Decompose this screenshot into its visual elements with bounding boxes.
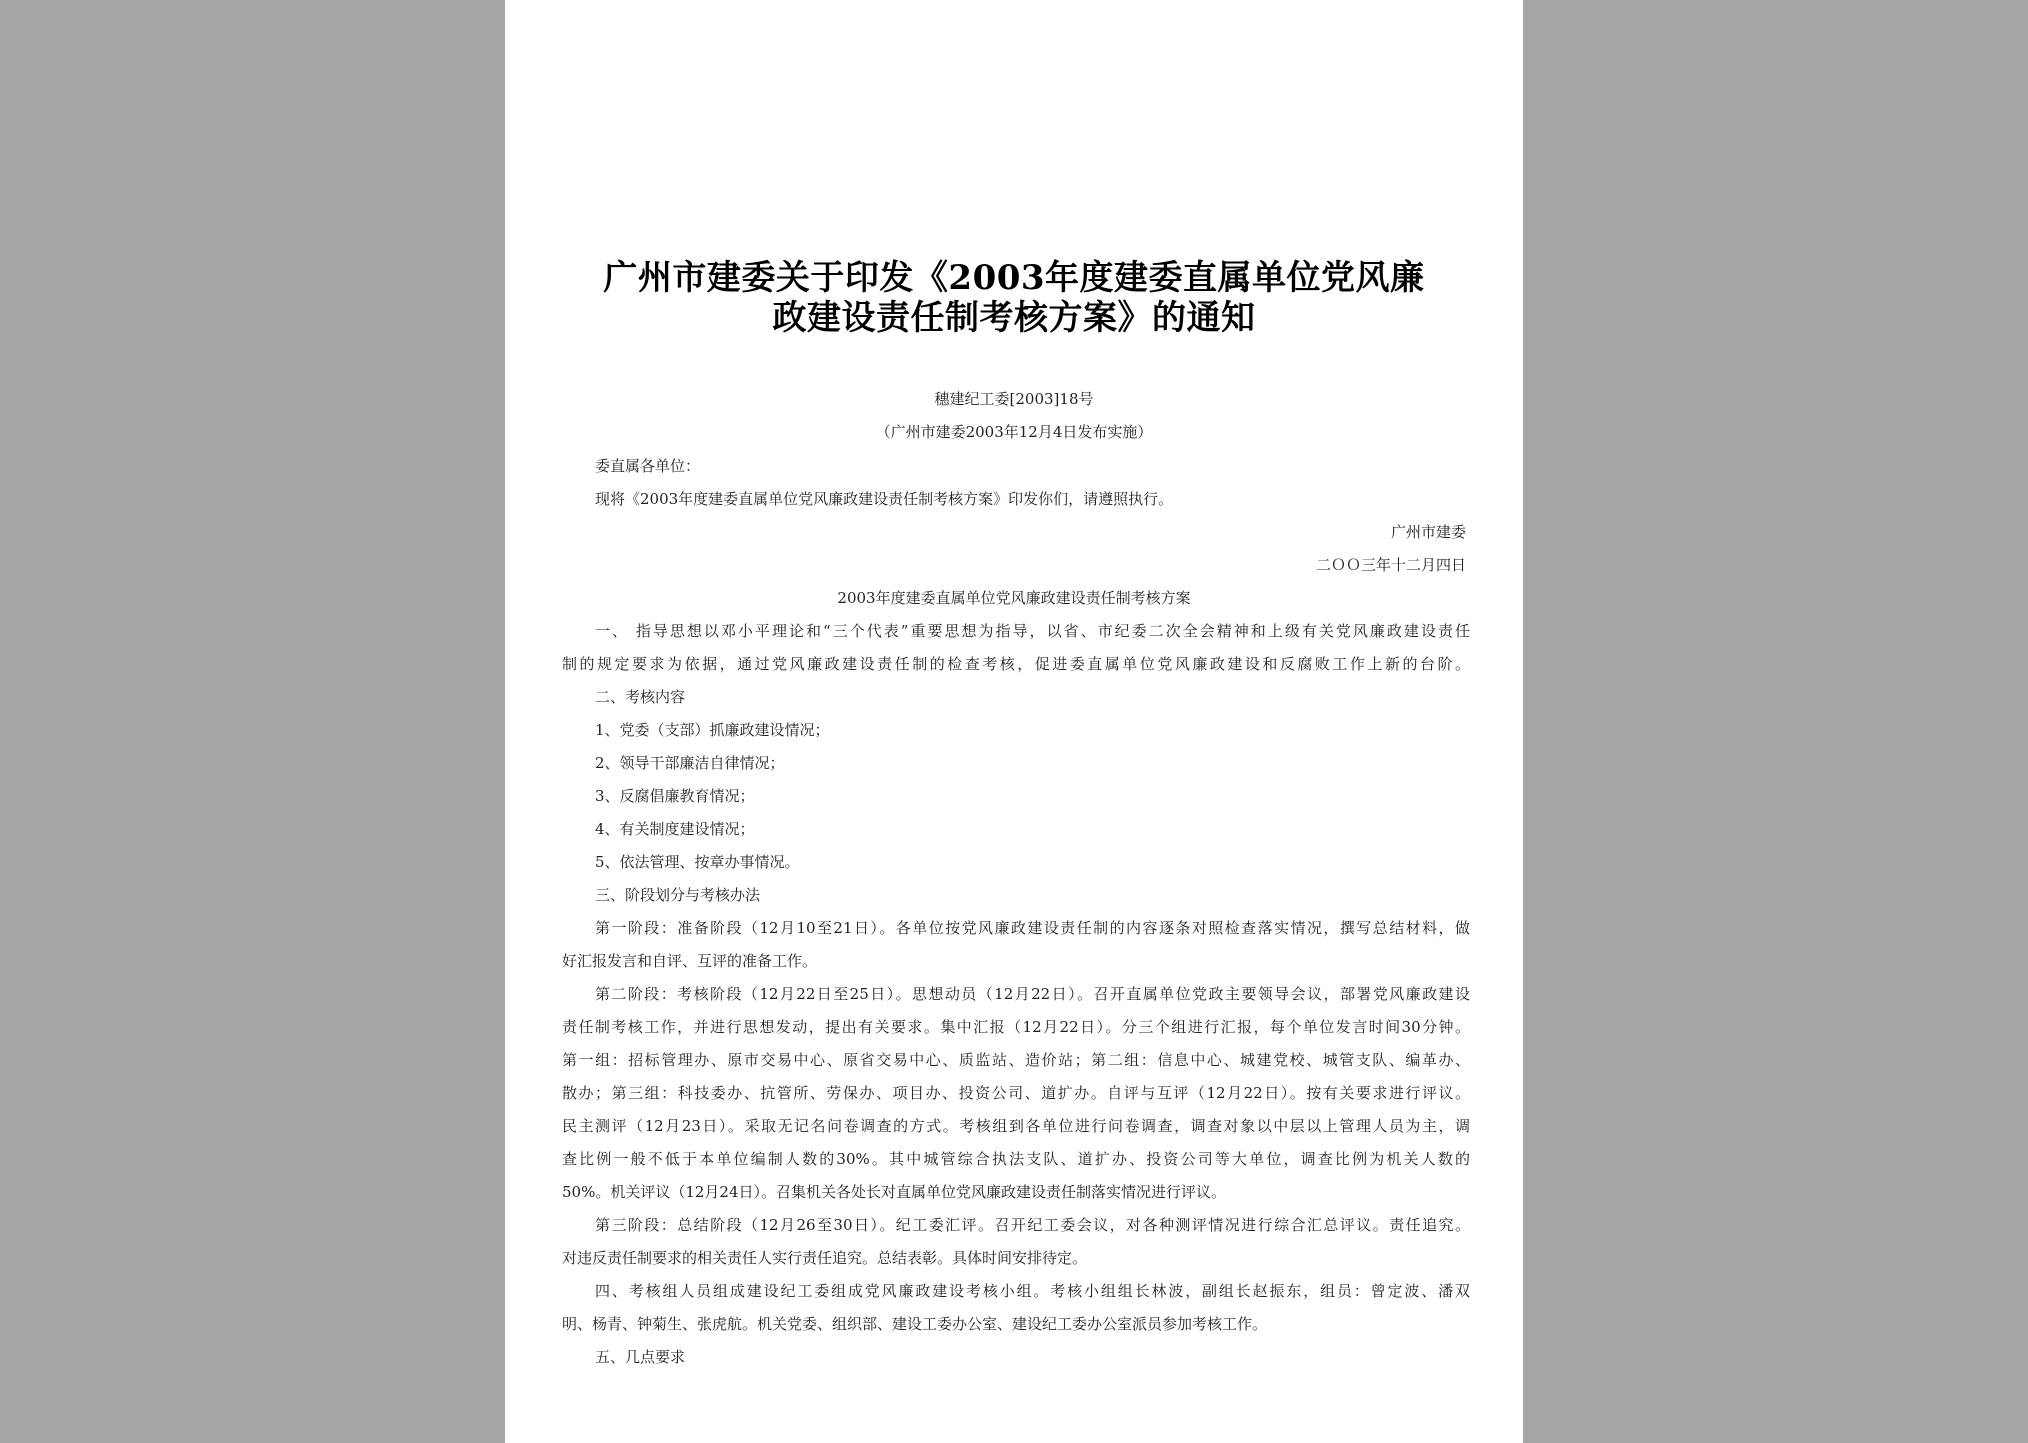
stage-2-line-6: 查比例一般不低于本单位编制人数的30%。其中城管综合执法支队、道扩办、投资公司等大单位，调查比例为机关人数的	[562, 1150, 1470, 1168]
stage-2-line-4: 散办；第三组：科技委办、抗管所、劳保办、项目办、投资公司、道扩办。自评与互评（12月22日）。按有关要求进行评议。	[562, 1084, 1470, 1102]
section-2-item: 2、领导干部廉洁自律情况；	[595, 754, 785, 772]
stage-2-line-2: 责任制考核工作，并进行思想发动，提出有关要求。集中汇报（12月22日）。分三个组进行汇报，每个单位发言时间30分钟。	[562, 1018, 1470, 1036]
section-4-line-1: 四、考核组人员组成建设纪工委组成党风廉政建设考核小组。考核小组组长林波，副组长赵振东，组员：曾定波、潘双	[595, 1282, 1470, 1300]
section-2-item: 3、反腐倡廉教育情况；	[595, 787, 755, 805]
section-1-line-1: 一、 指导思想以邓小平理论和“三个代表”重要思想为指导，以省、市纪委二次全会精神和上级有关党风廉政建设责任	[595, 622, 1470, 640]
section-2-item: 4、有关制度建设情况；	[595, 820, 755, 838]
intro-paragraph: 现将《2003年度建委直属单位党风廉政建设责任制考核方案》印发你们，请遵照执行。	[595, 490, 1174, 508]
issue-note: （广州市建委2003年12月4日发布实施）	[875, 423, 1153, 441]
doc-number: 穗建纪工委[2003]18号	[934, 390, 1094, 408]
document-title	[545, 258, 1483, 338]
section-2-item: 5、依法管理、按章办事情况。	[595, 853, 800, 871]
stage-2-line-5: 民主测评（12月23日）。采取无记名问卷调查的方式。考核组到各单位进行问卷调查，调查对象以中层以上管理人员为主，调	[562, 1117, 1470, 1135]
stage-2-line-7: 50%。机关评议（12月24日）。召集机关各处长对直属单位党风廉政建设责任制落实情况进行评议。	[562, 1183, 1227, 1201]
addressee: 委直属各单位：	[595, 457, 701, 475]
title-line-1: 广州市建委关于印发《2003年度建委直属单位党风廉	[603, 258, 1425, 298]
stage-2-line-1: 第二阶段：考核阶段（12月22日至25日）。思想动员（12月22日）。召开直属单位党政主要领导会议，部署党风廉政建设	[595, 985, 1470, 1003]
section-1-line-2: 制的规定要求为依据，通过党风廉政建设责任制的检查考核，促进委直属单位党风廉政建设和反腐败工作上新的台阶。	[562, 655, 1470, 673]
stage-1-line-2: 好汇报发言和自评、互评的准备工作。	[562, 952, 818, 970]
section-3-heading: 三、阶段划分与考核办法	[595, 886, 761, 904]
stage-3-line-2: 对违反责任制要求的相关责任人实行责任追究。总结表彰。具体时间安排待定。	[562, 1249, 1088, 1267]
plan-title: 2003年度建委直属单位党风廉政建设责任制考核方案	[837, 589, 1191, 607]
section-4-line-2: 明、杨青、钟菊生、张虎航。机关党委、组织部、建设工委办公室、建设纪工委办公室派员参加考核工作。	[562, 1315, 1268, 1333]
section-2-item: 1、党委（支部）抓廉政建设情况；	[595, 721, 830, 739]
signer: 广州市建委	[1390, 523, 1466, 541]
title-line-2: 政建设责任制考核方案》的通知	[772, 298, 1256, 338]
section-2-heading: 二、考核内容	[595, 688, 686, 706]
document-page	[505, 0, 1523, 1443]
issue-date: 二ＯＯ三年十二月四日	[1315, 556, 1466, 574]
stage-3-line-1: 第三阶段：总结阶段（12月26至30日）。纪工委汇评。召开纪工委会议，对各种测评情况进行综合汇总评议。责任追究。	[595, 1216, 1470, 1234]
section-5-heading: 五、几点要求	[595, 1348, 686, 1366]
stage-1-line-1: 第一阶段：准备阶段（12月10至21日）。各单位按党风廉政建设责任制的内容逐条对照检查落实情况，撰写总结材料，做	[595, 919, 1470, 937]
stage-2-line-3: 第一组：招标管理办、原市交易中心、原省交易中心、质监站、造价站；第二组：信息中心、城建党校、城管支队、编革办、	[562, 1051, 1470, 1069]
